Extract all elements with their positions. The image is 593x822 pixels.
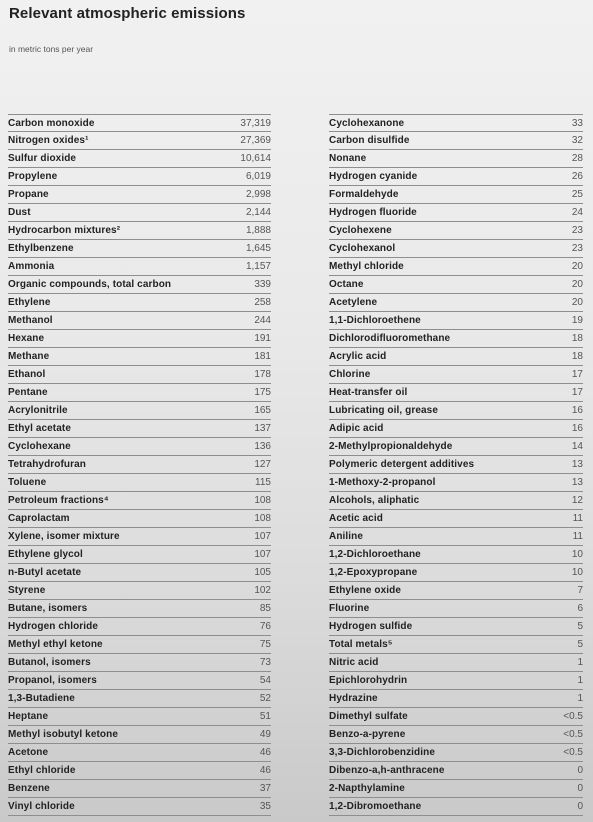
emission-value: 11 bbox=[572, 513, 583, 524]
emission-value: 37 bbox=[259, 783, 271, 794]
emission-value: 54 bbox=[259, 675, 271, 686]
substance-name: Formaldehyde bbox=[329, 189, 399, 200]
substance-name: Hydrogen fluoride bbox=[329, 207, 417, 218]
table-row bbox=[329, 600, 583, 618]
table-row bbox=[329, 582, 583, 600]
substance-name: Ethyl chloride bbox=[8, 765, 76, 776]
table-row bbox=[329, 564, 583, 582]
substance-name: 1,2-Epoxypropane bbox=[329, 567, 418, 578]
emission-value: 105 bbox=[254, 567, 271, 578]
substance-name: Nonane bbox=[329, 153, 367, 164]
table-row bbox=[8, 186, 271, 204]
table-row bbox=[8, 402, 271, 420]
table-row bbox=[8, 222, 271, 240]
substance-name: Fluorine bbox=[329, 603, 370, 614]
substance-name: 1,2-Dichloroethane bbox=[329, 549, 421, 560]
substance-name: Nitric acid bbox=[329, 657, 379, 668]
table-row bbox=[8, 348, 271, 366]
emission-value: 127 bbox=[254, 459, 271, 470]
substance-name: Caprolactam bbox=[8, 513, 70, 524]
emission-value: 107 bbox=[254, 549, 271, 560]
table-row bbox=[8, 726, 271, 744]
substance-name: Hydrogen cyanide bbox=[329, 171, 418, 182]
table-row bbox=[329, 294, 583, 312]
table-row bbox=[8, 384, 271, 402]
table-row bbox=[329, 708, 583, 726]
substance-name: Toluene bbox=[8, 477, 47, 488]
emission-value: 23 bbox=[571, 225, 583, 236]
emission-value: 11 bbox=[572, 531, 583, 542]
emission-value: 165 bbox=[254, 405, 271, 416]
table-row bbox=[8, 420, 271, 438]
emission-value: 175 bbox=[254, 387, 271, 398]
substance-name: Benzene bbox=[8, 783, 50, 794]
emission-value: 16 bbox=[571, 423, 583, 434]
substance-name: Cyclohexanol bbox=[329, 243, 396, 254]
table-row bbox=[8, 510, 271, 528]
table-row bbox=[329, 636, 583, 654]
emission-value: 244 bbox=[254, 315, 271, 326]
table-row bbox=[8, 132, 271, 150]
substance-name: Styrene bbox=[8, 585, 46, 596]
substance-name: Dust bbox=[8, 207, 31, 218]
substance-name: Vinyl chloride bbox=[8, 801, 75, 812]
table-row bbox=[8, 546, 271, 564]
substance-name: Propanol, isomers bbox=[8, 675, 97, 686]
emission-value: 178 bbox=[254, 369, 271, 380]
substance-name: Benzo-a-pyrene bbox=[329, 729, 406, 740]
emission-value: 27,369 bbox=[240, 135, 271, 146]
table-row bbox=[329, 672, 583, 690]
substance-name: Xylene, isomer mixture bbox=[8, 531, 120, 542]
table-row bbox=[329, 258, 583, 276]
emission-value: 49 bbox=[259, 729, 271, 740]
substance-name: Heat-transfer oil bbox=[329, 387, 408, 398]
emission-value: 23 bbox=[571, 243, 583, 254]
substance-name: Ethylene bbox=[8, 297, 51, 308]
substance-name: Organic compounds, total carbon bbox=[8, 279, 172, 290]
emission-value: 1,888 bbox=[245, 225, 271, 236]
substance-name: Dichlorodifluoromethane bbox=[329, 333, 451, 344]
substance-name: Tetrahydrofuran bbox=[8, 459, 86, 470]
emission-value: 181 bbox=[254, 351, 271, 362]
emission-value: 51 bbox=[259, 711, 271, 722]
emission-value: 17 bbox=[571, 387, 583, 398]
substance-name: 2-Methylpropionaldehyde bbox=[329, 441, 453, 452]
substance-name: Hydrogen sulfide bbox=[329, 621, 413, 632]
table-row bbox=[8, 744, 271, 762]
substance-name: Acetone bbox=[8, 747, 49, 758]
emission-value: 46 bbox=[259, 765, 271, 776]
emission-value: <0.5 bbox=[563, 747, 583, 758]
emission-value: 76 bbox=[259, 621, 271, 632]
table-row bbox=[329, 528, 583, 546]
table-row bbox=[8, 600, 271, 618]
emission-value: 33 bbox=[571, 118, 583, 129]
substance-name: Methanol bbox=[8, 315, 53, 326]
substance-name: Methyl ethyl ketone bbox=[8, 639, 103, 650]
table-row bbox=[8, 528, 271, 546]
substance-name: Carbon monoxide bbox=[8, 118, 95, 129]
substance-name: 1-Methoxy-2-propanol bbox=[329, 477, 436, 488]
table-row bbox=[8, 780, 271, 798]
emissions-table-left bbox=[8, 114, 271, 816]
substance-name: Adipic acid bbox=[329, 423, 384, 434]
table-row bbox=[329, 384, 583, 402]
substance-name: 1,3-Butadiene bbox=[8, 693, 75, 704]
substance-name: Methyl chloride bbox=[329, 261, 404, 272]
emission-value: 107 bbox=[254, 531, 271, 542]
substance-name: Nitrogen oxides¹ bbox=[8, 135, 89, 146]
table-row bbox=[329, 420, 583, 438]
table-row bbox=[329, 150, 583, 168]
substance-name: Propane bbox=[8, 189, 49, 200]
table-row bbox=[329, 402, 583, 420]
substance-name: Ethylbenzene bbox=[8, 243, 74, 254]
emission-value: 339 bbox=[254, 279, 271, 290]
emission-value: 24 bbox=[571, 207, 583, 218]
table-row bbox=[8, 276, 271, 294]
table-row bbox=[8, 672, 271, 690]
substance-name: 3,3-Dichlorobenzidine bbox=[329, 747, 436, 758]
table-row bbox=[8, 492, 271, 510]
substance-name: Hydrazine bbox=[329, 693, 378, 704]
table-row bbox=[329, 780, 583, 798]
table-row bbox=[329, 366, 583, 384]
table-row bbox=[8, 564, 271, 582]
table-row bbox=[329, 510, 583, 528]
emission-value: 5 bbox=[577, 639, 583, 650]
page-subtitle: in metric tons per year bbox=[9, 44, 94, 54]
emission-value: 137 bbox=[254, 423, 271, 434]
emission-value: 1 bbox=[577, 675, 583, 686]
emission-value: 191 bbox=[254, 333, 271, 344]
emission-value: 1,157 bbox=[245, 261, 271, 272]
substance-name: Butane, isomers bbox=[8, 603, 88, 614]
table-row bbox=[329, 474, 583, 492]
table-row bbox=[8, 312, 271, 330]
table-row bbox=[329, 798, 583, 816]
table-row bbox=[329, 456, 583, 474]
substance-name: Hydrogen chloride bbox=[8, 621, 99, 632]
substance-name: Octane bbox=[329, 279, 364, 290]
table-row bbox=[329, 726, 583, 744]
emission-value: 18 bbox=[571, 333, 583, 344]
emission-value: 10 bbox=[571, 567, 583, 578]
substance-name: Petroleum fractions⁴ bbox=[8, 495, 109, 506]
emission-value: 10 bbox=[571, 549, 583, 560]
substance-name: Dimethyl sulfate bbox=[329, 711, 408, 722]
table-row bbox=[8, 258, 271, 276]
emission-value: 0 bbox=[577, 783, 583, 794]
emission-value: 13 bbox=[571, 477, 583, 488]
substance-name: Heptane bbox=[8, 711, 49, 722]
table-row bbox=[8, 798, 271, 816]
emission-value: 115 bbox=[255, 477, 271, 488]
emission-value: 6,019 bbox=[245, 171, 271, 182]
table-row bbox=[329, 348, 583, 366]
emission-value: 7 bbox=[577, 585, 583, 596]
emission-value: 10,614 bbox=[240, 153, 271, 164]
table-row bbox=[8, 168, 271, 186]
table-row bbox=[8, 708, 271, 726]
substance-name: Propylene bbox=[8, 171, 58, 182]
substance-name: 1,1-Dichloroethene bbox=[329, 315, 421, 326]
substance-name: Ethylene oxide bbox=[329, 585, 401, 596]
substance-name: Total metals⁵ bbox=[329, 639, 393, 650]
table-row bbox=[329, 276, 583, 294]
table-row bbox=[8, 456, 271, 474]
emission-value: 1 bbox=[577, 693, 583, 704]
table-row bbox=[329, 438, 583, 456]
emission-value: 20 bbox=[571, 297, 583, 308]
emission-value: 25 bbox=[571, 189, 583, 200]
substance-name: Polymeric detergent additives bbox=[329, 459, 475, 470]
table-row bbox=[8, 204, 271, 222]
table-row bbox=[329, 330, 583, 348]
emission-value: 6 bbox=[577, 603, 583, 614]
table-row bbox=[329, 168, 583, 186]
emission-value: 85 bbox=[259, 603, 271, 614]
emission-value: 37,319 bbox=[240, 118, 271, 129]
table-row bbox=[329, 546, 583, 564]
substance-name: Acetic acid bbox=[329, 513, 383, 524]
substance-name: Aniline bbox=[329, 531, 364, 542]
table-row bbox=[329, 492, 583, 510]
substance-name: Butanol, isomers bbox=[8, 657, 91, 668]
table-row bbox=[8, 150, 271, 168]
substance-name: Sulfur dioxide bbox=[8, 153, 77, 164]
emission-value: 2,144 bbox=[245, 207, 271, 218]
substance-name: Acrylonitrile bbox=[8, 405, 68, 416]
table-row bbox=[329, 132, 583, 150]
emission-value: 73 bbox=[259, 657, 271, 668]
table-row bbox=[8, 474, 271, 492]
emission-value: 1 bbox=[577, 657, 583, 668]
table-row bbox=[329, 240, 583, 258]
substance-name: 1,2-Dibromoethane bbox=[329, 801, 422, 812]
substance-name: Acetylene bbox=[329, 297, 378, 308]
emission-value: 108 bbox=[254, 495, 271, 506]
emissions-table-right bbox=[329, 114, 583, 816]
substance-name: Pentane bbox=[8, 387, 48, 398]
emission-value: 12 bbox=[571, 495, 583, 506]
substance-name: Epichlorohydrin bbox=[329, 675, 408, 686]
emission-value: 13 bbox=[571, 459, 583, 470]
emission-value: 5 bbox=[577, 621, 583, 632]
substance-name: Cyclohexene bbox=[329, 225, 392, 236]
table-row bbox=[329, 654, 583, 672]
table-row bbox=[8, 366, 271, 384]
substance-name: Methane bbox=[8, 351, 50, 362]
emission-value: <0.5 bbox=[563, 729, 583, 740]
table-row bbox=[8, 330, 271, 348]
emission-value: 18 bbox=[571, 351, 583, 362]
table-row bbox=[329, 618, 583, 636]
emission-value: 0 bbox=[577, 765, 583, 776]
emission-value: 75 bbox=[259, 639, 271, 650]
emission-value: 52 bbox=[259, 693, 271, 704]
table-row bbox=[8, 582, 271, 600]
substance-name: Ammonia bbox=[8, 261, 55, 272]
emission-value: 108 bbox=[254, 513, 271, 524]
emission-value: 35 bbox=[259, 801, 271, 812]
emission-value: 20 bbox=[571, 279, 583, 290]
emission-value: 2,998 bbox=[245, 189, 271, 200]
emission-value: 102 bbox=[254, 585, 271, 596]
emission-value: 28 bbox=[571, 153, 583, 164]
substance-name: Methyl isobutyl ketone bbox=[8, 729, 118, 740]
table-row bbox=[8, 762, 271, 780]
table-row bbox=[329, 114, 583, 132]
substance-name: Carbon disulfide bbox=[329, 135, 410, 146]
emission-value: 1,645 bbox=[245, 243, 271, 254]
table-row bbox=[8, 438, 271, 456]
substance-name: Chlorine bbox=[329, 369, 371, 380]
table-row bbox=[8, 636, 271, 654]
emission-value: 32 bbox=[571, 135, 583, 146]
emission-value: 19 bbox=[571, 315, 583, 326]
table-row bbox=[8, 240, 271, 258]
substance-name: Dibenzo-a,h-anthracene bbox=[329, 765, 445, 776]
substance-name: Ethylene glycol bbox=[8, 549, 83, 560]
emission-value: 17 bbox=[571, 369, 583, 380]
table-row bbox=[329, 186, 583, 204]
substance-name: Alcohols, aliphatic bbox=[329, 495, 420, 506]
table-row bbox=[8, 618, 271, 636]
substance-name: 2-Napthylamine bbox=[329, 783, 405, 794]
substance-name: Cyclohexanone bbox=[329, 118, 405, 129]
substance-name: Lubricating oil, grease bbox=[329, 405, 438, 416]
substance-name: Cyclohexane bbox=[8, 441, 71, 452]
table-row bbox=[329, 744, 583, 762]
table-row bbox=[8, 690, 271, 708]
table-row bbox=[329, 222, 583, 240]
table-row bbox=[329, 204, 583, 222]
substance-name: Hexane bbox=[8, 333, 45, 344]
substance-name: n-Butyl acetate bbox=[8, 567, 82, 578]
emission-value: 258 bbox=[254, 297, 271, 308]
emission-value: <0.5 bbox=[563, 711, 583, 722]
emission-value: 0 bbox=[577, 801, 583, 812]
table-row bbox=[8, 114, 271, 132]
table-row bbox=[329, 762, 583, 780]
emission-value: 16 bbox=[571, 405, 583, 416]
substance-name: Acrylic acid bbox=[329, 351, 387, 362]
emission-value: 136 bbox=[254, 441, 271, 452]
page-title: Relevant atmospheric emissions bbox=[9, 5, 246, 22]
table-row bbox=[329, 312, 583, 330]
emission-value: 14 bbox=[571, 441, 583, 452]
emission-value: 46 bbox=[259, 747, 271, 758]
emission-value: 26 bbox=[571, 171, 583, 182]
table-row bbox=[8, 654, 271, 672]
emission-value: 20 bbox=[571, 261, 583, 272]
table-row bbox=[8, 294, 271, 312]
substance-name: Hydrocarbon mixtures² bbox=[8, 225, 121, 236]
substance-name: Ethyl acetate bbox=[8, 423, 71, 434]
substance-name: Ethanol bbox=[8, 369, 46, 380]
table-row bbox=[329, 690, 583, 708]
